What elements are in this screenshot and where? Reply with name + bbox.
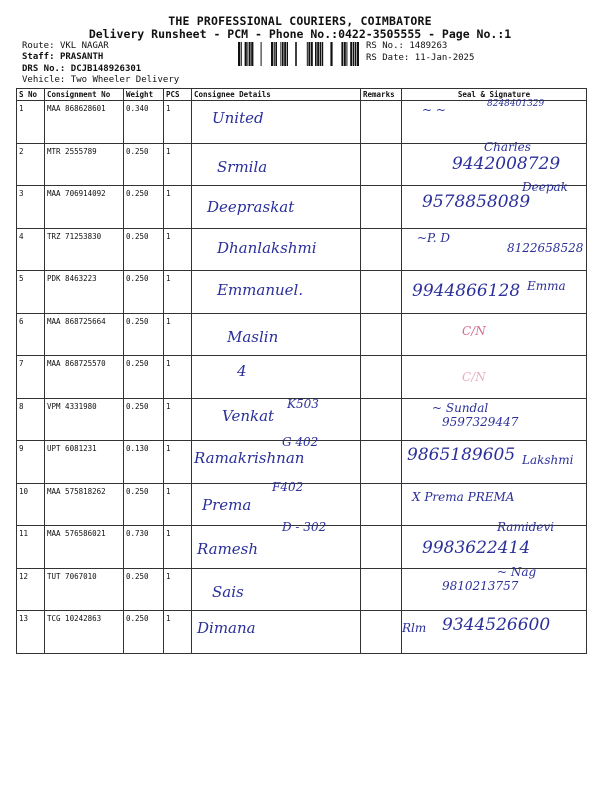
consignee-name: Ramesh — [197, 540, 259, 558]
cn-stamp: C/N — [462, 323, 486, 338]
sno-cell: 12 — [17, 568, 45, 611]
consignment-cell: UPT 6081231 — [45, 441, 124, 484]
receiver-phone: 9944866128 — [412, 281, 521, 301]
weight-cell: 0.250 — [124, 228, 164, 271]
table-row — [17, 313, 587, 356]
receiver-signature: Ramidevi — [497, 520, 555, 534]
sno-cell: 11 — [17, 526, 45, 569]
drs-value: DCJB148926301 — [70, 64, 142, 74]
signature-cell — [402, 398, 587, 441]
consignment-cell: PDK 8463223 — [45, 271, 124, 314]
pcs-cell: 1 — [164, 313, 192, 356]
table-row — [17, 143, 587, 186]
barcode-bar — [308, 42, 310, 66]
sno-cell: 9 — [17, 441, 45, 484]
consignment-cell: MAA 868725570 — [45, 356, 124, 399]
table-row — [17, 228, 587, 271]
sno-cell: 8 — [17, 398, 45, 441]
consignment-cell: MAA 868628601 — [45, 101, 124, 144]
consignee-flat-note: D - 302 — [282, 520, 327, 534]
barcode-bar — [251, 42, 253, 66]
vehicle-value: Two Wheeler Delivery — [70, 75, 180, 85]
remarks-cell — [361, 441, 402, 484]
signature-cell — [402, 271, 587, 314]
signature-cell — [402, 101, 587, 144]
sno-cell: 13 — [17, 611, 45, 654]
pcs-cell: 1 — [164, 441, 192, 484]
route-value: VKL NAGAR — [59, 41, 109, 51]
consignment-cell: TCG 10242863 — [45, 611, 124, 654]
consignment-cell: TRZ 71253830 — [45, 228, 124, 271]
table-row — [17, 568, 587, 611]
pcs-cell: 1 — [164, 143, 192, 186]
sno-cell: 7 — [17, 356, 45, 399]
barcode-bar — [311, 42, 313, 66]
signature-cell — [402, 564, 587, 611]
signature-cell — [402, 441, 587, 484]
barcode-bar — [295, 42, 297, 66]
table-row — [17, 611, 587, 654]
weight-cell: 0.250 — [124, 483, 164, 526]
remarks-cell — [361, 143, 402, 186]
barcode-bar — [357, 42, 359, 66]
pcs-cell: 1 — [164, 526, 192, 569]
consignee-name: Srmila — [217, 157, 268, 176]
remarks-cell — [361, 186, 402, 229]
remarks-cell — [361, 101, 402, 144]
consignee-flat-note: G 402 — [282, 435, 319, 449]
drs-line — [22, 64, 141, 75]
receiver-signature: ~ Sundal — [432, 400, 489, 415]
consignee-cell — [192, 228, 361, 271]
signature-cell — [402, 520, 587, 569]
barcode-bar — [307, 42, 308, 66]
remarks-cell — [361, 228, 402, 271]
consignee-cell — [192, 398, 361, 441]
weight-cell: 0.250 — [124, 568, 164, 611]
pcs-cell: 1 — [164, 483, 192, 526]
consignee-name: Emmanuel. — [217, 281, 304, 299]
consignee-cell — [192, 313, 361, 356]
remarks-cell — [361, 568, 402, 611]
consignee-cell — [192, 356, 361, 399]
sno-cell: 2 — [17, 143, 45, 186]
consignment-cell: MTR 2555789 — [45, 143, 124, 186]
barcode-bar — [238, 42, 240, 66]
barcode-bar — [271, 42, 273, 66]
table-row — [17, 186, 587, 229]
consignment-cell: MAA 706914092 — [45, 186, 124, 229]
col-consignee: Consignee Details — [192, 89, 361, 101]
pcs-cell: 1 — [164, 186, 192, 229]
barcode-bar — [274, 42, 275, 66]
weight-cell: 0.250 — [124, 398, 164, 441]
rs-no-value: 1489263 — [409, 41, 448, 51]
weight-cell: 0.340 — [124, 101, 164, 144]
signature-cell — [402, 611, 587, 654]
sno-cell: 6 — [17, 313, 45, 356]
cn-stamp: C/N — [462, 370, 486, 384]
route-label: Route: — [22, 41, 55, 51]
vehicle-line — [22, 75, 179, 86]
consignee-name: 4 — [237, 362, 247, 380]
barcode-bar — [282, 42, 284, 66]
runsheet-table — [16, 88, 587, 654]
barcode-bar — [241, 42, 242, 66]
table-row — [17, 271, 587, 314]
pcs-cell: 1 — [164, 356, 192, 399]
rs-date-line — [366, 53, 474, 64]
consignee-name: Venkat — [222, 406, 275, 425]
table-row — [17, 441, 587, 484]
barcode-bar — [346, 42, 347, 66]
consignment-cell: MAA 576586021 — [45, 526, 124, 569]
barcode-bar — [245, 42, 247, 66]
receiver-signature: Deepak — [522, 180, 568, 194]
consignee-name: Prema — [202, 495, 252, 514]
col-sno: S No — [17, 89, 45, 101]
consignee-cell — [192, 435, 361, 484]
barcode-bar — [322, 42, 324, 66]
consignee-name: Dimana — [197, 619, 256, 637]
remarks-cell — [361, 398, 402, 441]
route-line — [22, 41, 109, 52]
consignee-name: United — [212, 109, 264, 127]
consignee-name: Ramakrishnan — [194, 449, 305, 467]
barcode-bar — [344, 42, 346, 66]
signature-cell — [402, 313, 587, 356]
barcode-bar — [287, 42, 288, 66]
consignee-name: Sais — [212, 582, 244, 601]
consignee-cell — [192, 520, 361, 569]
rs-no-line — [366, 41, 447, 52]
consignee-cell — [192, 479, 361, 526]
consignment-cell: TUT 7067010 — [45, 568, 124, 611]
receiver-phone: 8122658528 — [507, 240, 584, 255]
barcode-bar — [353, 42, 354, 66]
consignee-cell — [192, 568, 361, 611]
consignee-name: Deepraskat — [207, 198, 295, 216]
signature-cell — [402, 228, 587, 271]
barcode-bar — [330, 42, 332, 66]
pcs-cell: 1 — [164, 568, 192, 611]
consignee-cell — [192, 143, 361, 186]
company-title: THE PROFESSIONAL COURIERS, COIMBATORE — [168, 14, 432, 28]
barcode-bar — [355, 42, 357, 66]
consignment-cell: VPM 4331980 — [45, 398, 124, 441]
consignee-flat-note: F402 — [272, 479, 304, 494]
staff-label: Staff: — [22, 52, 55, 62]
barcode-icon — [238, 42, 362, 66]
vehicle-label: Vehicle: — [22, 75, 66, 85]
consignment-cell: MAA 575818262 — [45, 483, 124, 526]
rs-no-label: RS No.: — [366, 41, 404, 51]
receiver-signature: Lakshmi — [522, 453, 574, 467]
consignee-name: Dhanlakshmi — [217, 238, 317, 257]
remarks-cell — [361, 483, 402, 526]
col-signature: Seal & Signature — [402, 89, 587, 101]
col-weight: Weight — [124, 89, 164, 101]
staff-line — [22, 52, 103, 63]
sno-cell: 3 — [17, 186, 45, 229]
barcode-bar — [280, 42, 281, 66]
receiver-phone: 9810213757 — [442, 578, 519, 593]
barcode-bar — [275, 42, 277, 66]
receiver-phone: 9865189605 — [407, 445, 516, 465]
weight-cell: 0.130 — [124, 441, 164, 484]
receiver-phone: 9597329447 — [442, 414, 519, 429]
consignee-cell — [192, 186, 361, 229]
sno-cell: 1 — [17, 101, 45, 144]
weight-cell: 0.730 — [124, 526, 164, 569]
receiver-signature: Rlm — [402, 621, 427, 635]
signature-cell — [402, 356, 587, 399]
weight-cell: 0.250 — [124, 611, 164, 654]
weight-cell: 0.250 — [124, 356, 164, 399]
remarks-cell — [361, 271, 402, 314]
barcode-bar — [249, 42, 251, 66]
barcode-bar — [315, 42, 317, 66]
barcode-bar — [261, 42, 262, 66]
pcs-cell: 1 — [164, 228, 192, 271]
receiver-phone: 9578858089 — [422, 192, 531, 212]
pcs-cell: 1 — [164, 101, 192, 144]
receiver-signature: ~ Nag — [497, 564, 537, 579]
pcs-cell: 1 — [164, 611, 192, 654]
col-remarks: Remarks — [361, 89, 402, 101]
consignment-cell: MAA 868725664 — [45, 313, 124, 356]
barcode-bar — [247, 42, 248, 66]
staff-value: PRASANTH — [59, 52, 104, 62]
consignee-flat-note: K503 — [287, 396, 319, 411]
receiver-phone: 9344526600 — [442, 615, 551, 635]
receiver-signature: ~P. D — [417, 230, 450, 245]
pcs-cell: 1 — [164, 271, 192, 314]
weight-cell: 0.250 — [124, 313, 164, 356]
rs-date-value: 11-Jan-2025 — [414, 53, 475, 63]
rs-date-label: RS Date: — [366, 53, 410, 63]
pcs-cell: 1 — [164, 398, 192, 441]
remarks-cell — [361, 313, 402, 356]
col-consignment: Consignment No — [45, 89, 124, 101]
receiver-phone: 9983622414 — [422, 538, 531, 558]
receiver-signature: ~ ~ — [422, 103, 446, 117]
remarks-cell — [361, 356, 402, 399]
signature-cell — [402, 180, 587, 229]
receiver-phone: 8248401329 — [487, 99, 545, 109]
weight-cell: 0.250 — [124, 271, 164, 314]
barcode-bar — [317, 42, 319, 66]
sno-cell: 10 — [17, 483, 45, 526]
remarks-cell — [361, 526, 402, 569]
remarks-cell — [361, 611, 402, 654]
table-row — [17, 526, 587, 569]
col-pcs: PCS — [164, 89, 192, 101]
barcode-bar — [284, 42, 286, 66]
consignee-cell — [192, 271, 361, 314]
barcode-bar — [341, 42, 343, 66]
sno-cell: 4 — [17, 228, 45, 271]
weight-cell: 0.250 — [124, 143, 164, 186]
receiver-phone: 9442008729 — [452, 153, 561, 174]
weight-cell: 0.250 — [124, 186, 164, 229]
receiver-signature: X Prema PREMA — [412, 489, 515, 504]
signature-cell — [402, 483, 587, 526]
consignee-name: Maslin — [227, 327, 279, 346]
barcode-bar — [350, 42, 352, 66]
table-row — [17, 356, 587, 399]
sno-cell: 5 — [17, 271, 45, 314]
receiver-signature: Charles — [484, 139, 531, 154]
table-row — [17, 101, 587, 144]
drs-label: DRS No.: — [22, 64, 66, 74]
runsheet-subtitle: Delivery Runsheet - PCM - Phone No.:0422-3505555 - Page No.:1 — [88, 27, 512, 41]
barcode-bar — [320, 42, 321, 66]
consignee-cell — [192, 611, 361, 654]
receiver-signature: Emma — [527, 279, 566, 293]
consignee-cell — [192, 101, 361, 144]
